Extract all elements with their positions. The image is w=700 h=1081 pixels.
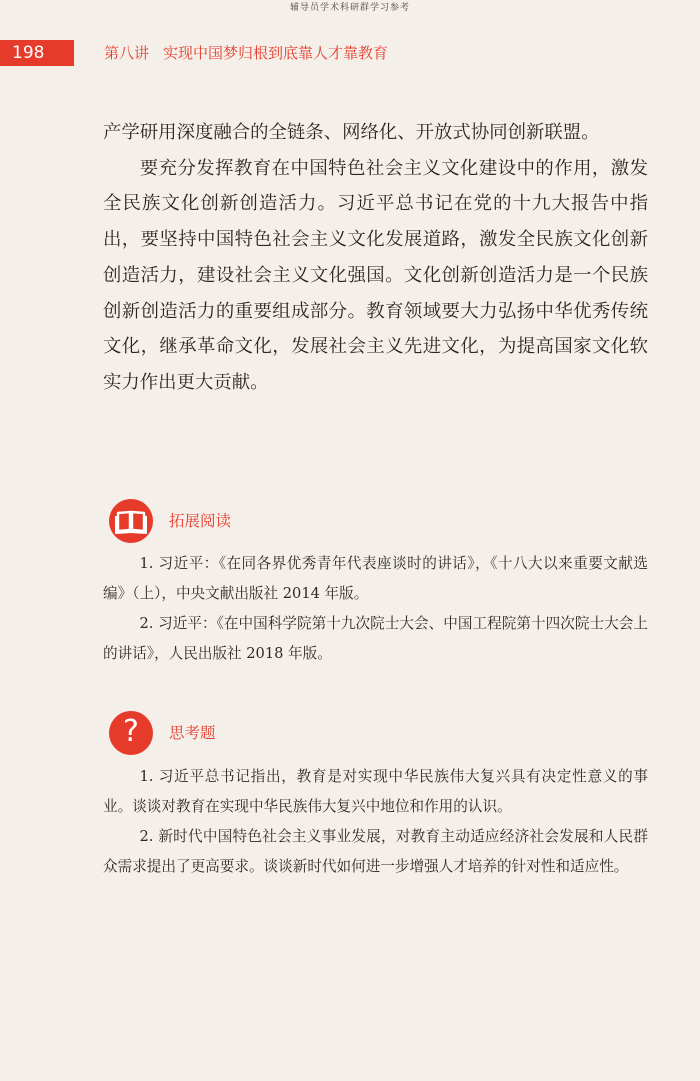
chapter-label: 第八讲 [104,44,150,62]
questions-title: 思考题 [169,724,216,742]
book-icon [109,499,153,543]
reading-item: 1. 习近平：《在同各界优秀青年代表座谈时的讲话》，《十八大以来重要文献选编》（上），中央文献出版社 2014 年版。 [103,555,648,602]
reading-list [103,549,648,669]
watermark-stamp: 辅导员学术科研群学习参考 [289,3,410,13]
chapter-title [104,40,388,66]
reading-item: 2. 习近平：《在中国科学院第十九次院士大会、中国工程院第十四次院士大会上的讲话》，人民出版社 2018 年版。 [103,615,648,662]
question-item: 1. 习近平总书记指出，教育是对实现中华民族伟大复兴具有决定性意义的事业。谈谈对教育在实现中华民族伟大复兴中地位和作用的认识。 [103,768,648,815]
questions-section-header [109,711,409,755]
questions-list [103,762,648,882]
page-header [0,40,700,66]
question-icon [109,711,153,755]
question-mark: ? [123,714,139,749]
question-item: 2. 新时代中国特色社会主义事业发展，对教育主动适应经济社会发展和人民群众需求提出了更高要求。谈谈新时代如何进一步增强人才培养的针对性和适应性。 [103,828,648,875]
chapter-name: 实现中国梦归根到底靠人才靠教育 [163,44,389,62]
main-text [103,115,648,401]
paragraph-continuation: 产学研用深度融合的全链条、网络化、开放式协同创新联盟。 [103,122,600,143]
page-number: 198 [0,40,74,66]
reading-section-header [109,499,409,543]
paragraph-culture: 要充分发挥教育在中国特色社会主义文化建设中的作用，激发全民族文化创新创造活力。习近平总书记在党的十九大报告中指出，要坚持中国特色社会主义文化发展道路，激发全民族文化创新创造活力，建设社会主义文化强国。文化创新创造活力是一个民族创新创造活力的重要组成部分。教育领域要大力弘扬中华优秀传统文化，继承革命文化，发展社会主义先进文化，为提高国家文化软实力作出更大贡献。 [103,157,648,393]
reading-title: 拓展阅读 [169,512,232,530]
